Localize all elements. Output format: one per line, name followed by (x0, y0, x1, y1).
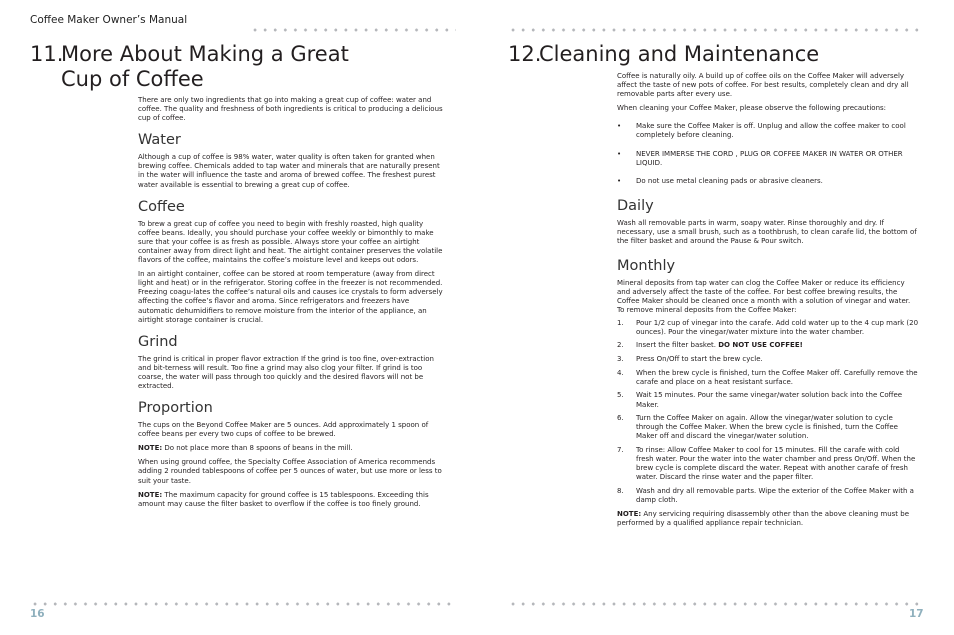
note-text: Do not place more than 8 spoons of beans in the mill. (162, 444, 353, 453)
section-heading-proportion: Proportion (138, 400, 213, 417)
step-text-plain: Insert the filter basket. (636, 341, 719, 350)
precaution-item (617, 177, 919, 186)
step-text (636, 446, 919, 482)
bullet-icon: • (617, 176, 622, 185)
chapter-number: 11. (30, 42, 64, 66)
monthly-intro-text-2: To remove mineral deposits from the Coffee Maker: (617, 306, 797, 315)
chapter-title-line2: Cup of Coffee (61, 67, 204, 91)
chapter-title-line1: More About Making a Great (61, 42, 349, 66)
step-text (636, 319, 919, 337)
step-text (636, 487, 919, 505)
step-text-plain: Turn the Coffee Maker on again. Allow the vinegar/water solution to cycle through the Coffee Maker. When the brew cycle is finished, turn the Coffee Maker off and discard the vinegar/water solution. (636, 414, 898, 441)
bottom-dot-rule (508, 602, 922, 606)
step-text-plain: Wash and dry all removable parts. Wipe the exterior of the Coffee Maker with a damp cloth. (636, 487, 914, 505)
note-label: NOTE: (617, 509, 642, 518)
step-number: 3. (617, 354, 624, 363)
cleaning-intro: Coffee is naturally oily. A build up of coffee oils on the Coffee Maker will adversely affect the taste of new pots of coffee. For best results, completely clean and dry all removable parts after every use. (617, 72, 909, 99)
note-text: The maximum capacity for ground coffee is 15 tablespoons. Exceeding this amount may cause the filter basket to overflow if the coffee is too finely ground. (138, 490, 429, 508)
step-number: 7. (617, 446, 624, 455)
water-paragraph: Although a cup of coffee is 98% water, water quality is often taken for granted when brewing coffee. Chemicals added to tap water and minerals that are naturally present in the water will influence the taste and aroma of brewed coffee. The freshest purest water available is essential to brewing a great cup of coffee. (138, 153, 440, 189)
proportion-paragraph-1: The cups on the Beyond Coffee Maker are 5 ounces. Add approximately 1 spoon of coffee beans per every two cups of coffee to be brewed. (138, 421, 429, 439)
list-item (617, 369, 919, 387)
running-header: Coffee Maker Owner’s Manual (30, 14, 188, 26)
bullet-icon: • (617, 122, 622, 131)
section-heading-water: Water (138, 132, 181, 149)
page-number-right: 17 (909, 608, 924, 620)
step-number: 1. (617, 318, 624, 327)
note-label: NOTE: (138, 444, 163, 453)
step-text (636, 355, 763, 364)
step-text (636, 414, 919, 441)
step-text (636, 341, 803, 350)
step-text (636, 369, 919, 387)
top-dot-rule (250, 28, 456, 32)
step-text-plain: To rinse: Allow Coffee Maker to cool for 15 minutes. Fill the carafe with cold fresh water. Pour the water into the water chamber and press On/Off. When the brew cycle is complete discard the water. Repeat with another carafe of fresh water. Discard the rinse water and the paper filter. (636, 446, 916, 482)
list-item (617, 414, 919, 441)
precaution-text: Do not use metal cleaning pads or abrasive cleaners. (636, 176, 823, 185)
coffee-paragraph-2: In an airtight container, coffee can be stored at room temperature (away from direct light and heat) or in the refrigerator. Storing coffee in the freezer is not recommended. Freezing coagu-lates the coffee’s natural oils and causes ice crystals to form adversely affecting the coffee’s flavor and aroma. Since refrigerators and freezers have automatic dehumidifiers to remove moisture from the interior of the appliance, an airtight storage container is crucial. (138, 270, 443, 324)
section-heading-daily: Daily (617, 197, 654, 214)
list-item (617, 391, 919, 409)
list-item (617, 355, 919, 364)
intro-paragraph: There are only two ingredients that go into making a great cup of coffee: water and coffee. The quality and freshness of both ingredients is critical to producing a delicious cup of coffee. (138, 96, 443, 123)
chapter-title (508, 42, 819, 67)
section-heading-grind: Grind (138, 333, 178, 350)
step-number: 5. (617, 391, 624, 400)
chapter-number: 12. (508, 42, 542, 66)
precaution-text: Make sure the Coffee Maker is off. Unplug and allow the coffee maker to cool completely before cleaning. (636, 122, 906, 140)
step-number: 2. (617, 341, 624, 350)
right-page (477, 0, 954, 635)
monthly-intro (617, 279, 919, 315)
monthly-intro-text: Mineral deposits from tap water can clog the Coffee Maker or reduce its efficiency and adversely affect the taste of the coffee. For best coffee brewing results, the Coffee Maker should be cleaned once a month with a solution of vinegar and water. (617, 279, 911, 306)
page-number-left: 16 (30, 608, 45, 620)
step-text-plain: Wait 15 minutes. Pour the same vinegar/water solution back into the Coffee Maker. (636, 391, 903, 409)
note-label: NOTE: (138, 490, 163, 499)
precaution-item (617, 122, 919, 140)
daily-paragraph: Wash all removable parts in warm, soapy water. Rinse thoroughly and dry. If necessary, use a small brush, such as a toothbrush, to clean carafe lid, the bottom of the filter basket and around the Pause & Pour switch. (617, 218, 917, 246)
step-text-plain: Pour 1/2 cup of vinegar into the carafe. Add cold water up to the 4 cup mark (20 ounces). Pour the vinegar/water mixture into the water chamber. (636, 318, 919, 336)
note-text: Any servicing requiring disassembly other than the above cleaning must be performed by a qualified appliance repair technician. (617, 509, 909, 527)
list-item (617, 319, 919, 337)
precaution-item (617, 150, 919, 168)
step-text (636, 391, 919, 409)
bullet-icon: • (617, 149, 622, 158)
monthly-note (617, 510, 919, 528)
top-dot-rule (508, 28, 922, 32)
chapter-title-text: Cleaning and Maintenance (539, 42, 820, 66)
right-intro (617, 72, 919, 533)
precautions-intro: When cleaning your Coffee Maker, please observe the following precautions: (617, 104, 887, 113)
list-item (617, 446, 919, 482)
left-body (138, 96, 443, 514)
grind-paragraph: The grind is critical in proper flavor extraction If the grind is too fine, over-extraction and bit-terness will result. Too fine a grind may also clog your filter. If grind is too coarse, the water will pass through too quickly and the desired flavors will not be extracted. (138, 354, 434, 390)
chapter-title (30, 42, 349, 92)
section-heading-monthly: Monthly (617, 258, 676, 275)
list-item (617, 487, 919, 505)
proportion-note-1 (138, 444, 443, 453)
step-text-plain: Press On/Off to start the brew cycle. (636, 354, 763, 363)
step-number: 4. (617, 368, 624, 377)
monthly-steps (617, 319, 919, 506)
step-number: 8. (617, 487, 624, 496)
section-heading-coffee: Coffee (138, 198, 185, 215)
proportion-paragraph-2: When using ground coffee, the Specialty Coffee Association of America recommends adding 2 rounded tablespoons of coffee per 5 ounces of water, but use more or less to suit your taste. (138, 458, 442, 485)
step-text-plain: When the brew cycle is finished, turn the Coffee Maker off. Carefully remove the carafe and place on a heat resistant surface. (636, 368, 918, 386)
coffee-paragraph-1: To brew a great cup of coffee you need to begin with freshly roasted, high quality coffee beans. Ideally, you should purchase your coffee weekly or bimonthly to make sure that your coffee is as fresh as possible. Always store your coffee an airtight container away from direct light and heat. The airtight container preserves the volatile flavors of the coffee, maintains the coffee’s moisture level and keeps out odors. (138, 219, 443, 265)
precaution-text: NEVER IMMERSE THE CORD , PLUG OR COFFEE MAKER IN WATER OR OTHER LIQUID. (636, 149, 903, 167)
bottom-dot-rule (30, 602, 456, 606)
list-item (617, 341, 919, 350)
proportion-note-2 (138, 491, 443, 509)
step-text-bold: DO NOT USE COFFEE! (718, 341, 803, 350)
step-number: 6. (617, 414, 624, 423)
